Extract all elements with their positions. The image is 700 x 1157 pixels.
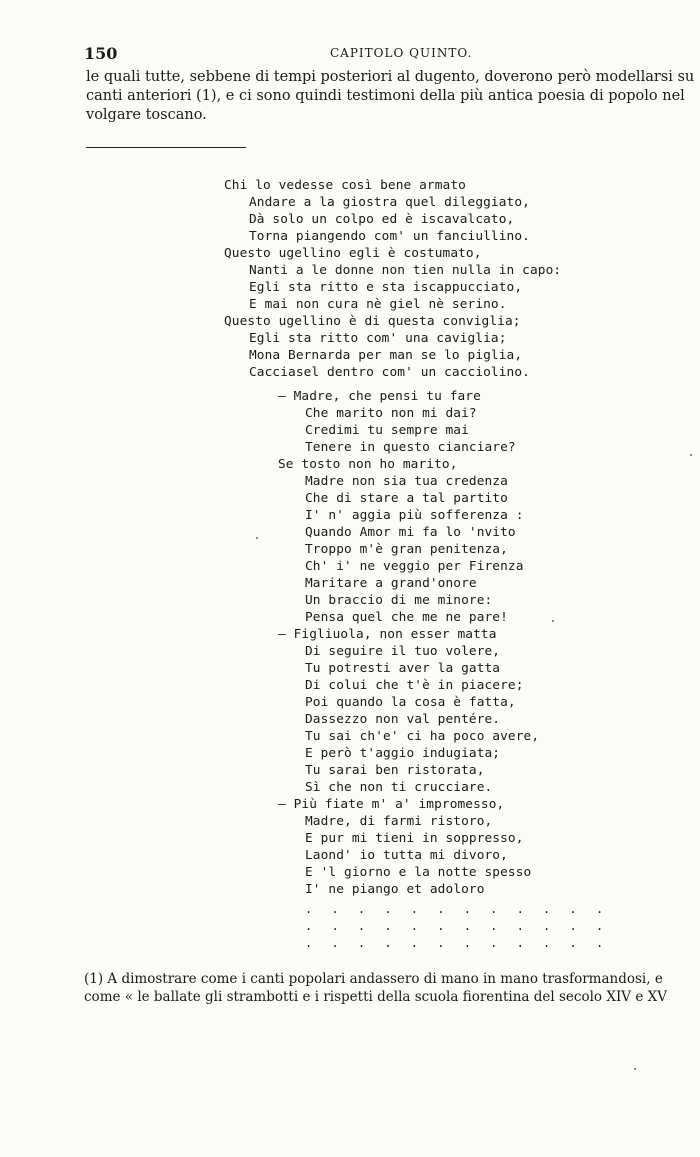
verse-line: E mai non cura nè giel nè serino. bbox=[249, 297, 507, 312]
running-head: CAPITOLO QUINTO. bbox=[330, 46, 473, 60]
verse-line: I' n' aggia più sofferenza : bbox=[305, 508, 524, 523]
verse-line: E 'l giorno e la notte spesso bbox=[305, 865, 532, 880]
verse-line: Poi quando la cosa è fatta, bbox=[305, 695, 516, 710]
verse-line: Dassezzo non val pentére. bbox=[305, 712, 501, 727]
verse-line: Chi lo vedesse così bene armato bbox=[224, 178, 466, 193]
verse-line: Andare a la giostra quel dileggiato, bbox=[249, 195, 530, 210]
verse-line: Egli sta ritto e sta iscappucciato, bbox=[249, 280, 523, 295]
verse-line: E però t'aggio indugiata; bbox=[305, 746, 501, 761]
page-number: 150 bbox=[84, 44, 118, 63]
paper-speck bbox=[690, 454, 692, 456]
verse-line: I' ne piango et adoloro bbox=[305, 882, 485, 897]
verse-line: Che marito non mi dai? bbox=[305, 406, 477, 421]
verse-line: Sì che non ti crucciare. bbox=[305, 780, 493, 795]
verse-line: Pensa quel che me ne pare! bbox=[305, 610, 508, 625]
verse-line: Madre, di farmi ristoro, bbox=[305, 814, 493, 829]
verse-line: Nanti a le donne non tien nulla in capo: bbox=[249, 263, 562, 278]
verse-line: Quando Amor mi fa lo 'nvito bbox=[305, 525, 516, 540]
paper-speck bbox=[552, 620, 554, 622]
page-header bbox=[84, 44, 700, 64]
verse-line: Cacciasel dentro com' un cacciolino. bbox=[249, 365, 530, 380]
intro-line: le quali tutte, sebbene di tempi posteriori al dugento, doverono però modellarsi su bbox=[86, 69, 695, 85]
verse-line: Che di stare a tal partito bbox=[305, 491, 508, 506]
ellipsis-row: . . . . . . . . . . . . bbox=[305, 919, 610, 933]
ellipsis-row: . . . . . . . . . . . . bbox=[305, 902, 610, 916]
verse-line: — Madre, che pensi tu fare bbox=[278, 389, 481, 404]
verse-line: Questo ugellino è di questa conviglia; bbox=[224, 314, 521, 329]
verse-line: Madre non sia tua credenza bbox=[305, 474, 508, 489]
paper-speck bbox=[634, 1068, 636, 1070]
verse-line: Tu potresti aver la gatta bbox=[305, 661, 501, 676]
ellipsis-row: . . . . . . . . . . . . bbox=[305, 936, 610, 950]
section-rule bbox=[86, 147, 246, 148]
intro-line: canti anteriori (1), e ci sono quindi testimoni della più antica poesia di popolo nel bbox=[86, 88, 685, 104]
verse-line: Egli sta ritto com' una caviglia; bbox=[249, 331, 507, 346]
footnote bbox=[84, 970, 700, 1006]
footnote-line: (1) A dimostrare come i canti popolari andassero di mano in mano trasformandosi, e bbox=[84, 971, 663, 987]
verse-line: Laond' io tutta mi divoro, bbox=[305, 848, 508, 863]
verse-line: Un braccio di me minore: bbox=[305, 593, 493, 608]
verse-line: Maritare a grand'onore bbox=[305, 576, 477, 591]
verse-line: Tenere in questo cianciare? bbox=[305, 440, 516, 455]
verse-line: Questo ugellino egli è costumato, bbox=[224, 246, 482, 261]
verse-line: Di colui che t'è in piacere; bbox=[305, 678, 524, 693]
verse-line: Mona Bernarda per man se lo piglia, bbox=[249, 348, 523, 363]
verse-line: Torna piangendo com' un fanciullino. bbox=[249, 229, 530, 244]
verse-line: — Figliuola, non esser matta bbox=[278, 627, 497, 642]
verse-line: Troppo m'è gran penitenza, bbox=[305, 542, 508, 557]
verse-line: Di seguire il tuo volere, bbox=[305, 644, 501, 659]
verse-line: Credimi tu sempre mai bbox=[305, 423, 469, 438]
verse-line: Tu sai ch'e' ci ha poco avere, bbox=[305, 729, 540, 744]
paper-speck bbox=[256, 537, 258, 539]
verse-line: Se tosto non ho marito, bbox=[278, 457, 458, 472]
verse-line: E pur mi tieni in soppresso, bbox=[305, 831, 524, 846]
footnote-line: come « le ballate gli strambotti e i rispetti della scuola fiorentina del secolo XIV e XV bbox=[84, 989, 667, 1005]
intro-paragraph bbox=[86, 68, 700, 125]
verse-line: Dà solo un colpo ed è iscavalcato, bbox=[249, 212, 515, 227]
verse-line: — Più fiate m' a' impromesso, bbox=[278, 797, 505, 812]
verse-line: Tu sarai ben ristorata, bbox=[305, 763, 485, 778]
intro-line: volgare toscano. bbox=[86, 107, 207, 123]
verse-line: Ch' i' ne veggio per Firenza bbox=[305, 559, 524, 574]
